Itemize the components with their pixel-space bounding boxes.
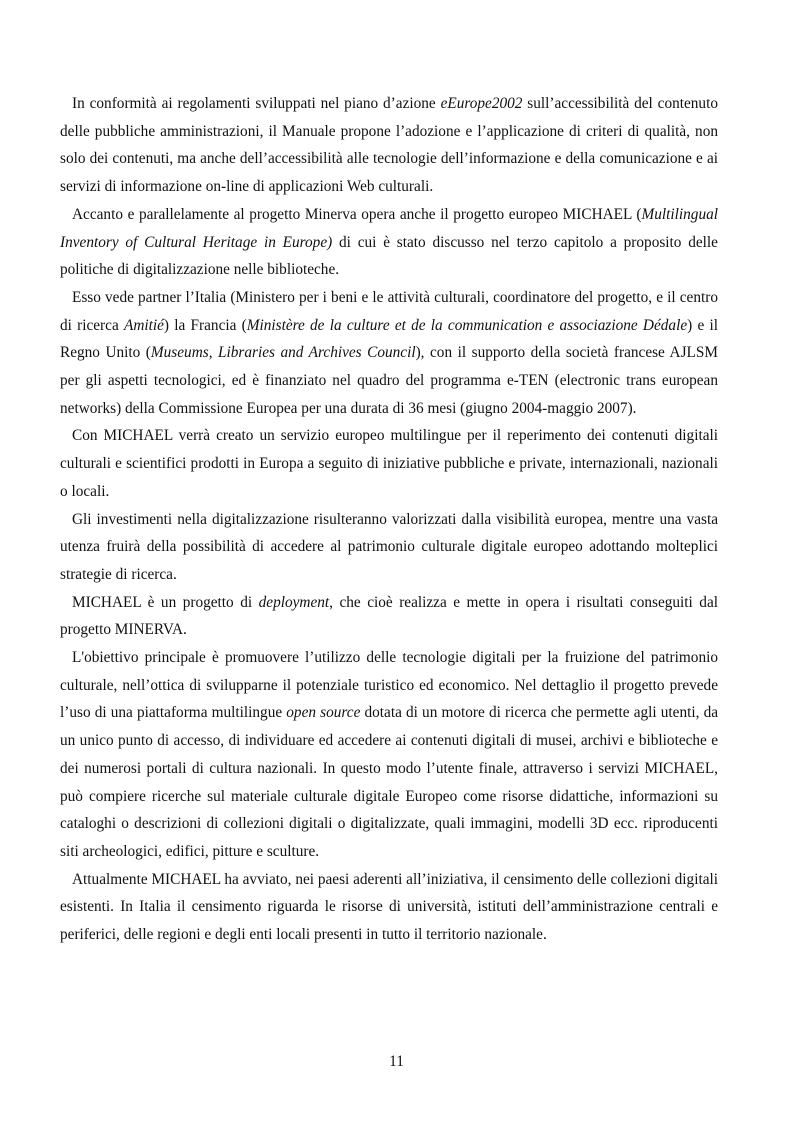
- italic-text: eEurope2002: [440, 95, 523, 112]
- paragraph: [60, 866, 718, 949]
- paragraph: [60, 644, 718, 866]
- text-run: dotata di un motore di ricerca che permette agli utenti, da un unico punto di accesso, di individuare ed accedere ai contenuti digitali di musei, archivi e biblioteche e dei numerosi portali di cultura nazionali. In questo modo l’utente finale, attraverso i servizi MICHAEL, può compiere ricerche sul materiale culturale digitale Europeo come risorse didattiche, informazioni su cataloghi o descrizioni di collezioni digitali o digitalizzate, quali immagini, modelli 3D ecc. riproducenti siti archeologici, edifici, pitture e sculture.: [60, 704, 719, 860]
- page-number: 11: [389, 1053, 404, 1070]
- italic-text: Museums, Libraries and Archives Council: [150, 344, 416, 362]
- paragraph: [60, 201, 718, 284]
- paragraph: [60, 506, 718, 589]
- paragraph: [60, 589, 718, 644]
- text-run: ), con il supporto della società francese AJLSM per gli aspetti tecnologici, ed è finanziato nel quadro del programma e-TEN (electronic trans european networks) della Commissione Europea per una durata di 36 mesi (giugno 2004-maggio 2007).: [60, 344, 718, 417]
- paragraph: [60, 422, 718, 505]
- text-run: ) la Francia (: [163, 316, 247, 334]
- text-run: , che cioè realizza e mette in opera i risultati conseguiti dal progetto MINERVA.: [60, 593, 718, 639]
- italic-text: Ministère de la culture et de la communication e associazione Dédale: [246, 316, 688, 334]
- italic-text: deployment: [258, 593, 330, 611]
- text-run: In conformità ai regolamenti sviluppati nel piano d’azione: [72, 95, 441, 112]
- text-run: Accanto e parallelamente al progetto Minerva opera anche il progetto europeo MICHAEL (: [72, 205, 642, 223]
- text-run: Con MICHAEL verrà creato un servizio europeo multilingue per il reperimento dei contenuti digitali culturali e scientifici prodotti in Europa a seguito di iniziative pubbliche e private, internazionali, nazionali o locali.: [60, 427, 718, 500]
- italic-text: Amitié: [123, 316, 164, 334]
- document-body: [60, 90, 718, 949]
- text-run: Attualmente MICHAEL ha avviato, nei paesi aderenti all’iniziativa, il censimento delle collezioni digitali esistenti. In Italia il censimento riguarda le risorse di università, istituti dell’amministrazione centrali e periferici, delle regioni e degli enti locali presenti in tutto il territorio nazionale.: [60, 870, 718, 944]
- text-run: ) e il Regno Unito (: [60, 316, 718, 362]
- text-run: L'obiettivo principale è promuovere l’utilizzo delle tecnologie digitali per la fruizione del patrimonio culturale, nell’ottica di svilupparne il potenziale turistico ed economico. Nel dettaglio il progetto prevede l’uso di una piattaforma multilingue: [60, 649, 718, 722]
- italic-text: Multilingual Inventory of Cultural Heritage in Europe): [60, 205, 718, 251]
- paragraph: [60, 90, 718, 201]
- italic-text: open source: [286, 704, 361, 722]
- text-run: Gli investimenti nella digitalizzazione risulteranno valorizzati dalla visibilità europea, mentre una vasta utenza fruirà della possibilità di accedere al patrimonio culturale digitale europeo adottando molteplici strategie di ricerca.: [60, 510, 718, 583]
- paragraph: [60, 284, 718, 423]
- text-run: di cui è stato discusso nel terzo capitolo a proposito delle politiche di digitalizzazione nelle biblioteche.: [60, 233, 718, 279]
- text-run: MICHAEL è un progetto di: [72, 593, 259, 611]
- text-run: sull’accessibilità del contenuto delle pubbliche amministrazioni, il Manuale propone l’adozione e l’applicazione di criteri di qualità, non solo dei contenuti, ma anche dell’accessibilità alle tecnologie dell’informazione e della comunicazione e ai servizi di informazione on-line di applicazioni Web culturali.: [60, 95, 718, 196]
- text-run: Esso vede partner l’Italia (Ministero per i beni e le attività culturali, coordinatore del progetto, e il centro di ricerca: [60, 288, 718, 334]
